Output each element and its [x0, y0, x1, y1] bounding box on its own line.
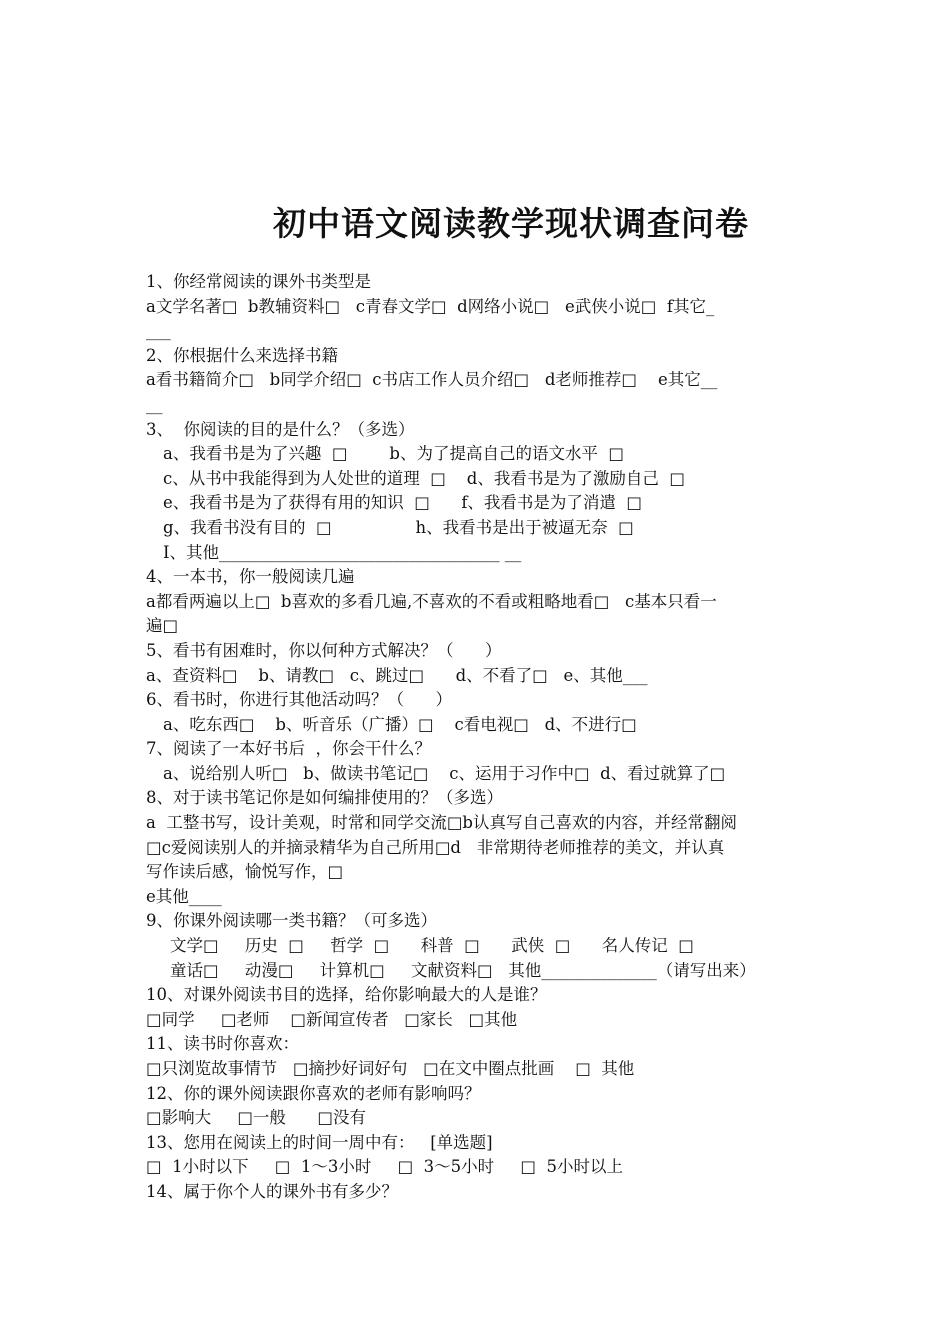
question-line: 童话□ 动漫□ 计算机□ 文献资料□ 其他______________（请写出来）	[170, 960, 756, 980]
question-line: g、我看书没有目的 □ h、我看书是出于被逼无奈 □	[163, 517, 634, 537]
question-line: 遍□	[146, 616, 179, 636]
question-line: 8、对于读书笔记你是如何编排使用的？（多选）	[146, 788, 503, 808]
question-line: 11、读书时你喜欢：	[146, 1034, 299, 1054]
question-line: □同学 □老师 □新闻宣传者 □家长 □其他	[146, 1009, 518, 1029]
question-line: 4、一本书，你一般阅读几遍	[146, 567, 355, 587]
question-line: 14、属于你个人的课外书有多少？	[146, 1181, 398, 1201]
question-line: ___	[146, 321, 171, 341]
question-line: 6、看书时，你进行其他活动吗？（ ）	[146, 690, 452, 710]
question-line: a文学名著□ b教辅资料□ c青春文学□ d网络小说□ e武侠小说□ f其它_	[146, 296, 715, 316]
question-line: □影响大 □一般 □没有	[146, 1108, 366, 1128]
question-line: a、吃东西□ b、听音乐（广播）□ c看电视□ d、不进行□	[163, 714, 637, 734]
question-line: 7、阅读了一本好书后 ，你会干什么？	[146, 739, 431, 759]
question-line: e其他____	[146, 886, 222, 906]
question-line: I、其他__________________________________ __	[163, 542, 522, 562]
question-line: 2、你根据什么来选择书籍	[146, 345, 338, 365]
question-line: □ 1小时以下 □ 1～3小时 □ 3～5小时 □ 5小时以上	[146, 1157, 623, 1177]
question-line: a、我看书是为了兴趣 □ b、为了提高自己的语文水平 □	[163, 444, 625, 464]
question-line: e、我看书是为了获得有用的知识 □ f、我看书是为了消遣 □	[163, 493, 642, 513]
question-line: 3、 你阅读的目的是什么？（多选）	[146, 419, 415, 439]
question-line: a 工整书写，设计美观，时常和同学交流□b认真写自己喜欢的内容，并经常翻阅	[146, 813, 737, 833]
page-title: 初中语文阅读教学现状调查问卷	[273, 204, 749, 243]
question-line: a、查资料□ b、请教□ c、跳过□ d、不看了□ e、其他___	[146, 665, 648, 685]
question-line: __	[146, 394, 163, 414]
question-line: 12、你的课外阅读跟你喜欢的老师有影响吗？	[146, 1083, 481, 1103]
question-line: a都看两遍以上□ b喜欢的多看几遍,不喜欢的不看或粗略地看□ c基本只看一	[146, 591, 717, 611]
question-line: c、从书中我能得到为人处世的道理 □ d、我看书是为了激励自己 □	[163, 468, 685, 488]
question-line: 9、你课外阅读哪一类书籍？（可多选）	[146, 911, 437, 931]
question-line: □只浏览故事情节 □摘抄好词好句 □在文中圈点批画 □ 其他	[146, 1059, 635, 1078]
question-line: 写作读后感，愉悦写作，□	[146, 862, 344, 882]
question-line: 5、看书有困难时，你以何种方式解决？（ ）	[146, 640, 502, 660]
questionnaire-body	[146, 270, 816, 1205]
question-line: 1、你经常阅读的课外书类型是	[146, 272, 371, 291]
question-line: 文学□ 历史 □ 哲学 □ 科普 □ 武侠 □ 名人传记 □	[170, 936, 694, 956]
question-line: 13、您用在阅读上的时间一周中有： [单选题]	[146, 1132, 493, 1152]
question-line: a看书籍简介□ b同学介绍□ c书店工作人员介绍□ d老师推荐□ e其它__	[146, 370, 718, 390]
question-line: a、说给别人听□ b、做读书笔记□ c、运用于习作中□ d、看过就算了□	[163, 763, 726, 783]
question-line: □c爱阅读别人的并摘录精华为自己所用□d 非常期待老师推荐的美文，并认真	[146, 837, 725, 857]
question-line: 10、对课外阅读书目的选择，给你影响最大的人是谁？	[146, 985, 547, 1005]
